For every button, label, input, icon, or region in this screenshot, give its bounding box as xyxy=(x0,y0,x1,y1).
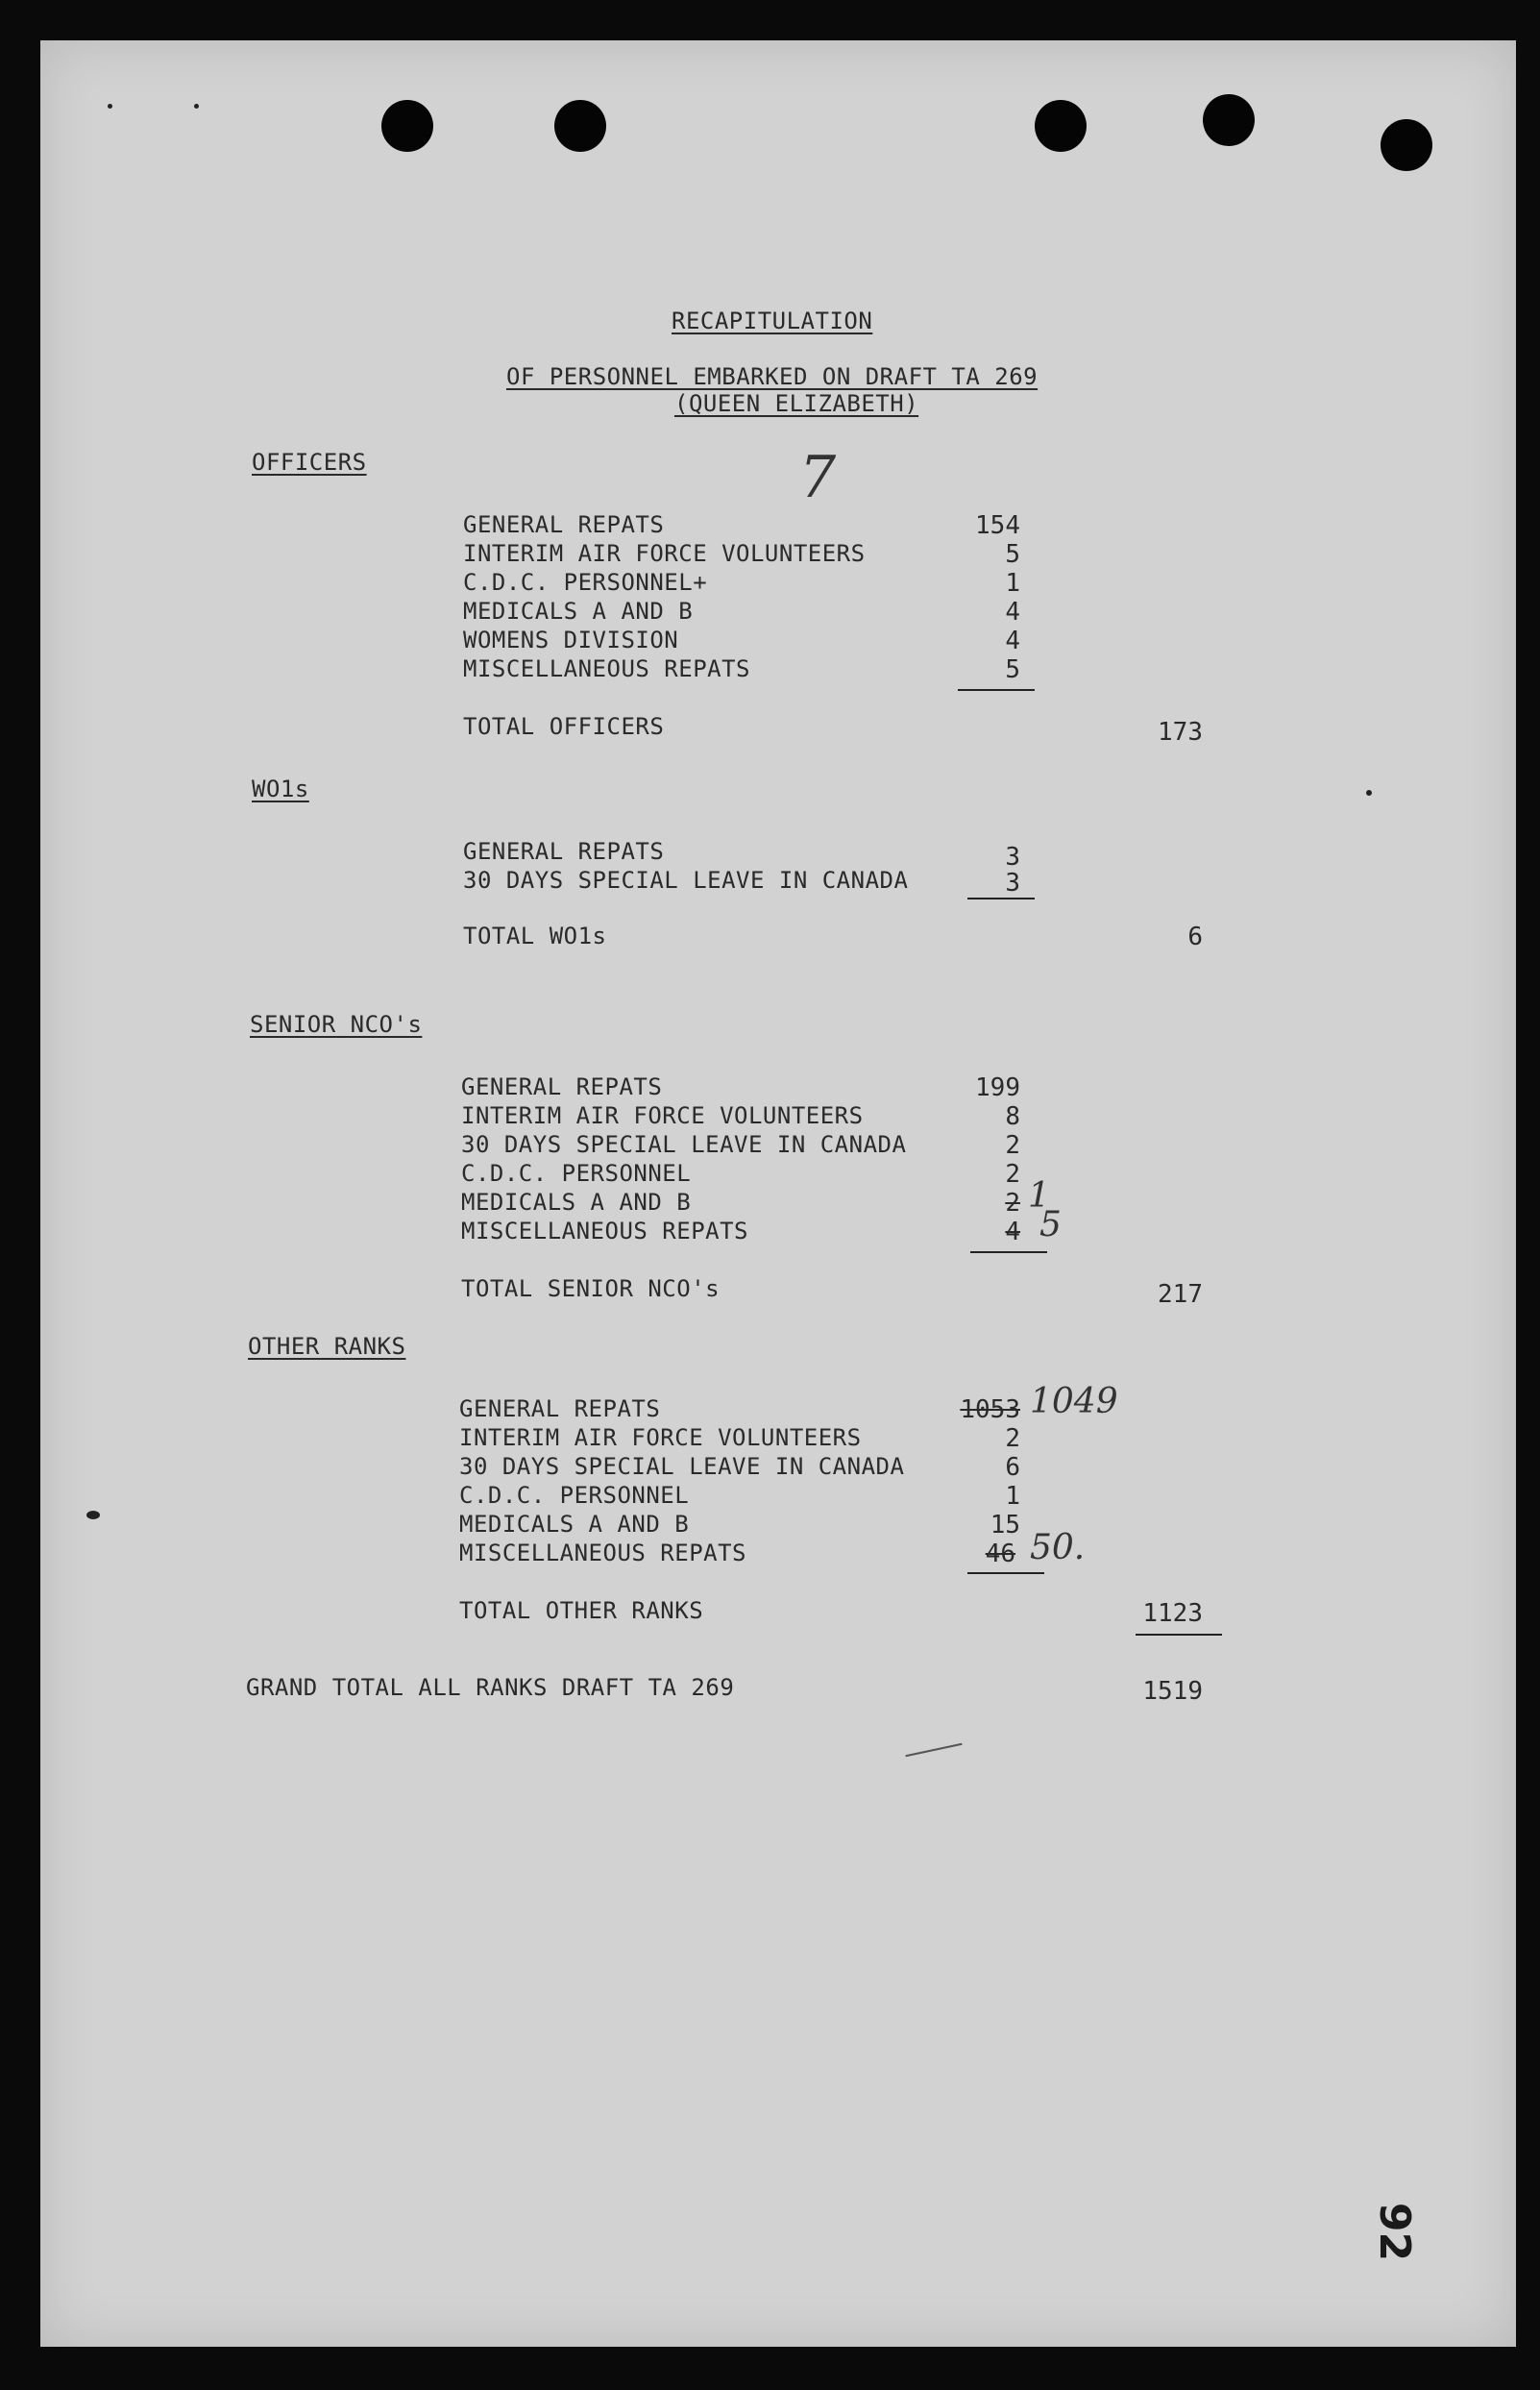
row-label: MEDICALS A AND B xyxy=(459,1511,690,1538)
document-subtitle: OF PERSONNEL EMBARKED ON DRAFT TA 269 xyxy=(506,363,1039,390)
row-value-struck: 1053 xyxy=(960,1395,1020,1424)
handwritten-correction: 5 xyxy=(1039,1205,1062,1244)
document-page xyxy=(40,40,1516,2347)
handwritten-correction: 50. xyxy=(1030,1528,1086,1567)
row-label: GENERAL REPATS xyxy=(459,1395,661,1422)
row-label: 30 DAYS SPECIAL LEAVE IN CANADA xyxy=(461,1131,907,1158)
row-value-struck: 2 xyxy=(1005,1189,1020,1218)
row-value: 2 xyxy=(1005,1424,1020,1453)
row-label: MISCELLANEOUS REPATS xyxy=(461,1218,748,1244)
row-value: 1 xyxy=(1005,1482,1020,1511)
row-label: INTERIM AIR FORCE VOLUNTEERS xyxy=(461,1102,864,1129)
row-value: 2 xyxy=(1005,1131,1020,1160)
handwritten-correction: 1 xyxy=(1028,1176,1050,1216)
dust-speck xyxy=(108,104,112,109)
punch-hole xyxy=(381,100,433,152)
row-value: 8 xyxy=(1005,1102,1020,1131)
row-value: 15 xyxy=(990,1511,1020,1540)
ship-name: (QUEEN ELIZABETH) xyxy=(674,390,919,417)
row-value: 199 xyxy=(975,1073,1020,1102)
handwritten-mark: 7 xyxy=(799,444,837,511)
row-label: C.D.C. PERSONNEL xyxy=(459,1482,690,1509)
grand-total-value: 1519 xyxy=(1142,1677,1203,1706)
row-value: 4 xyxy=(1005,627,1020,655)
row-value: 5 xyxy=(1005,655,1020,684)
row-label: INTERIM AIR FORCE VOLUNTEERS xyxy=(459,1424,862,1451)
section-heading-officers: OFFICERS xyxy=(252,449,367,476)
total-label: TOTAL OTHER RANKS xyxy=(459,1597,704,1624)
row-label: C.D.C. PERSONNEL+ xyxy=(463,569,708,596)
row-value: 3 xyxy=(1005,869,1020,898)
punch-hole xyxy=(1381,119,1432,171)
row-label: MISCELLANEOUS REPATS xyxy=(463,655,750,682)
row-label: GENERAL REPATS xyxy=(463,838,665,865)
row-value-struck: 46 xyxy=(985,1540,1015,1568)
section-heading-other-ranks: OTHER RANKS xyxy=(248,1333,406,1360)
row-label: C.D.C. PERSONNEL xyxy=(461,1160,692,1187)
row-value: 3 xyxy=(1005,843,1020,872)
total-label: TOTAL OFFICERS xyxy=(463,713,665,740)
row-label: MISCELLANEOUS REPATS xyxy=(459,1540,746,1566)
subtotal-rule xyxy=(967,898,1035,899)
subtotal-rule xyxy=(970,1251,1047,1253)
row-value: 154 xyxy=(975,511,1020,540)
row-value: 5 xyxy=(1005,540,1020,569)
handwritten-tick xyxy=(905,1743,962,1757)
row-label: GENERAL REPATS xyxy=(463,511,665,538)
row-label: 30 DAYS SPECIAL LEAVE IN CANADA xyxy=(463,867,909,894)
section-heading-wo1s: WO1s xyxy=(252,776,309,802)
row-label: MEDICALS A AND B xyxy=(461,1189,692,1216)
dust-speck xyxy=(1366,790,1372,796)
total-value: 1123 xyxy=(1142,1599,1203,1628)
subtotal-rule xyxy=(967,1572,1044,1574)
handwritten-correction: 1049 xyxy=(1030,1382,1118,1421)
document-title: RECAPITULATION xyxy=(672,308,873,334)
subtotal-rule xyxy=(958,689,1035,691)
row-label: INTERIM AIR FORCE VOLUNTEERS xyxy=(463,540,866,567)
row-label: 30 DAYS SPECIAL LEAVE IN CANADA xyxy=(459,1453,905,1480)
row-value-struck: 4 xyxy=(1005,1218,1020,1246)
punch-hole xyxy=(1035,100,1087,152)
total-value: 6 xyxy=(1187,923,1203,951)
row-value: 1 xyxy=(1005,569,1020,598)
punch-hole xyxy=(554,100,606,152)
dust-speck xyxy=(194,104,199,109)
row-value: 6 xyxy=(1005,1453,1020,1482)
row-label: MEDICALS A AND B xyxy=(463,598,694,625)
row-value: 4 xyxy=(1005,598,1020,627)
row-value: 2 xyxy=(1005,1160,1020,1189)
total-value: 173 xyxy=(1158,718,1203,747)
total-value: 217 xyxy=(1158,1280,1203,1309)
total-label: TOTAL SENIOR NCO's xyxy=(461,1275,721,1302)
section-heading-senior-ncos: SENIOR NCO's xyxy=(250,1011,423,1038)
punch-hole xyxy=(1203,94,1255,146)
dust-speck xyxy=(86,1511,100,1519)
total-label: TOTAL WO1s xyxy=(463,923,607,949)
grand-total-label: GRAND TOTAL ALL RANKS DRAFT TA 269 xyxy=(246,1674,735,1701)
page-number: 92 xyxy=(1369,2202,1419,2262)
total-rule xyxy=(1136,1634,1222,1636)
row-label: GENERAL REPATS xyxy=(461,1073,663,1100)
row-label: WOMENS DIVISION xyxy=(463,627,679,653)
